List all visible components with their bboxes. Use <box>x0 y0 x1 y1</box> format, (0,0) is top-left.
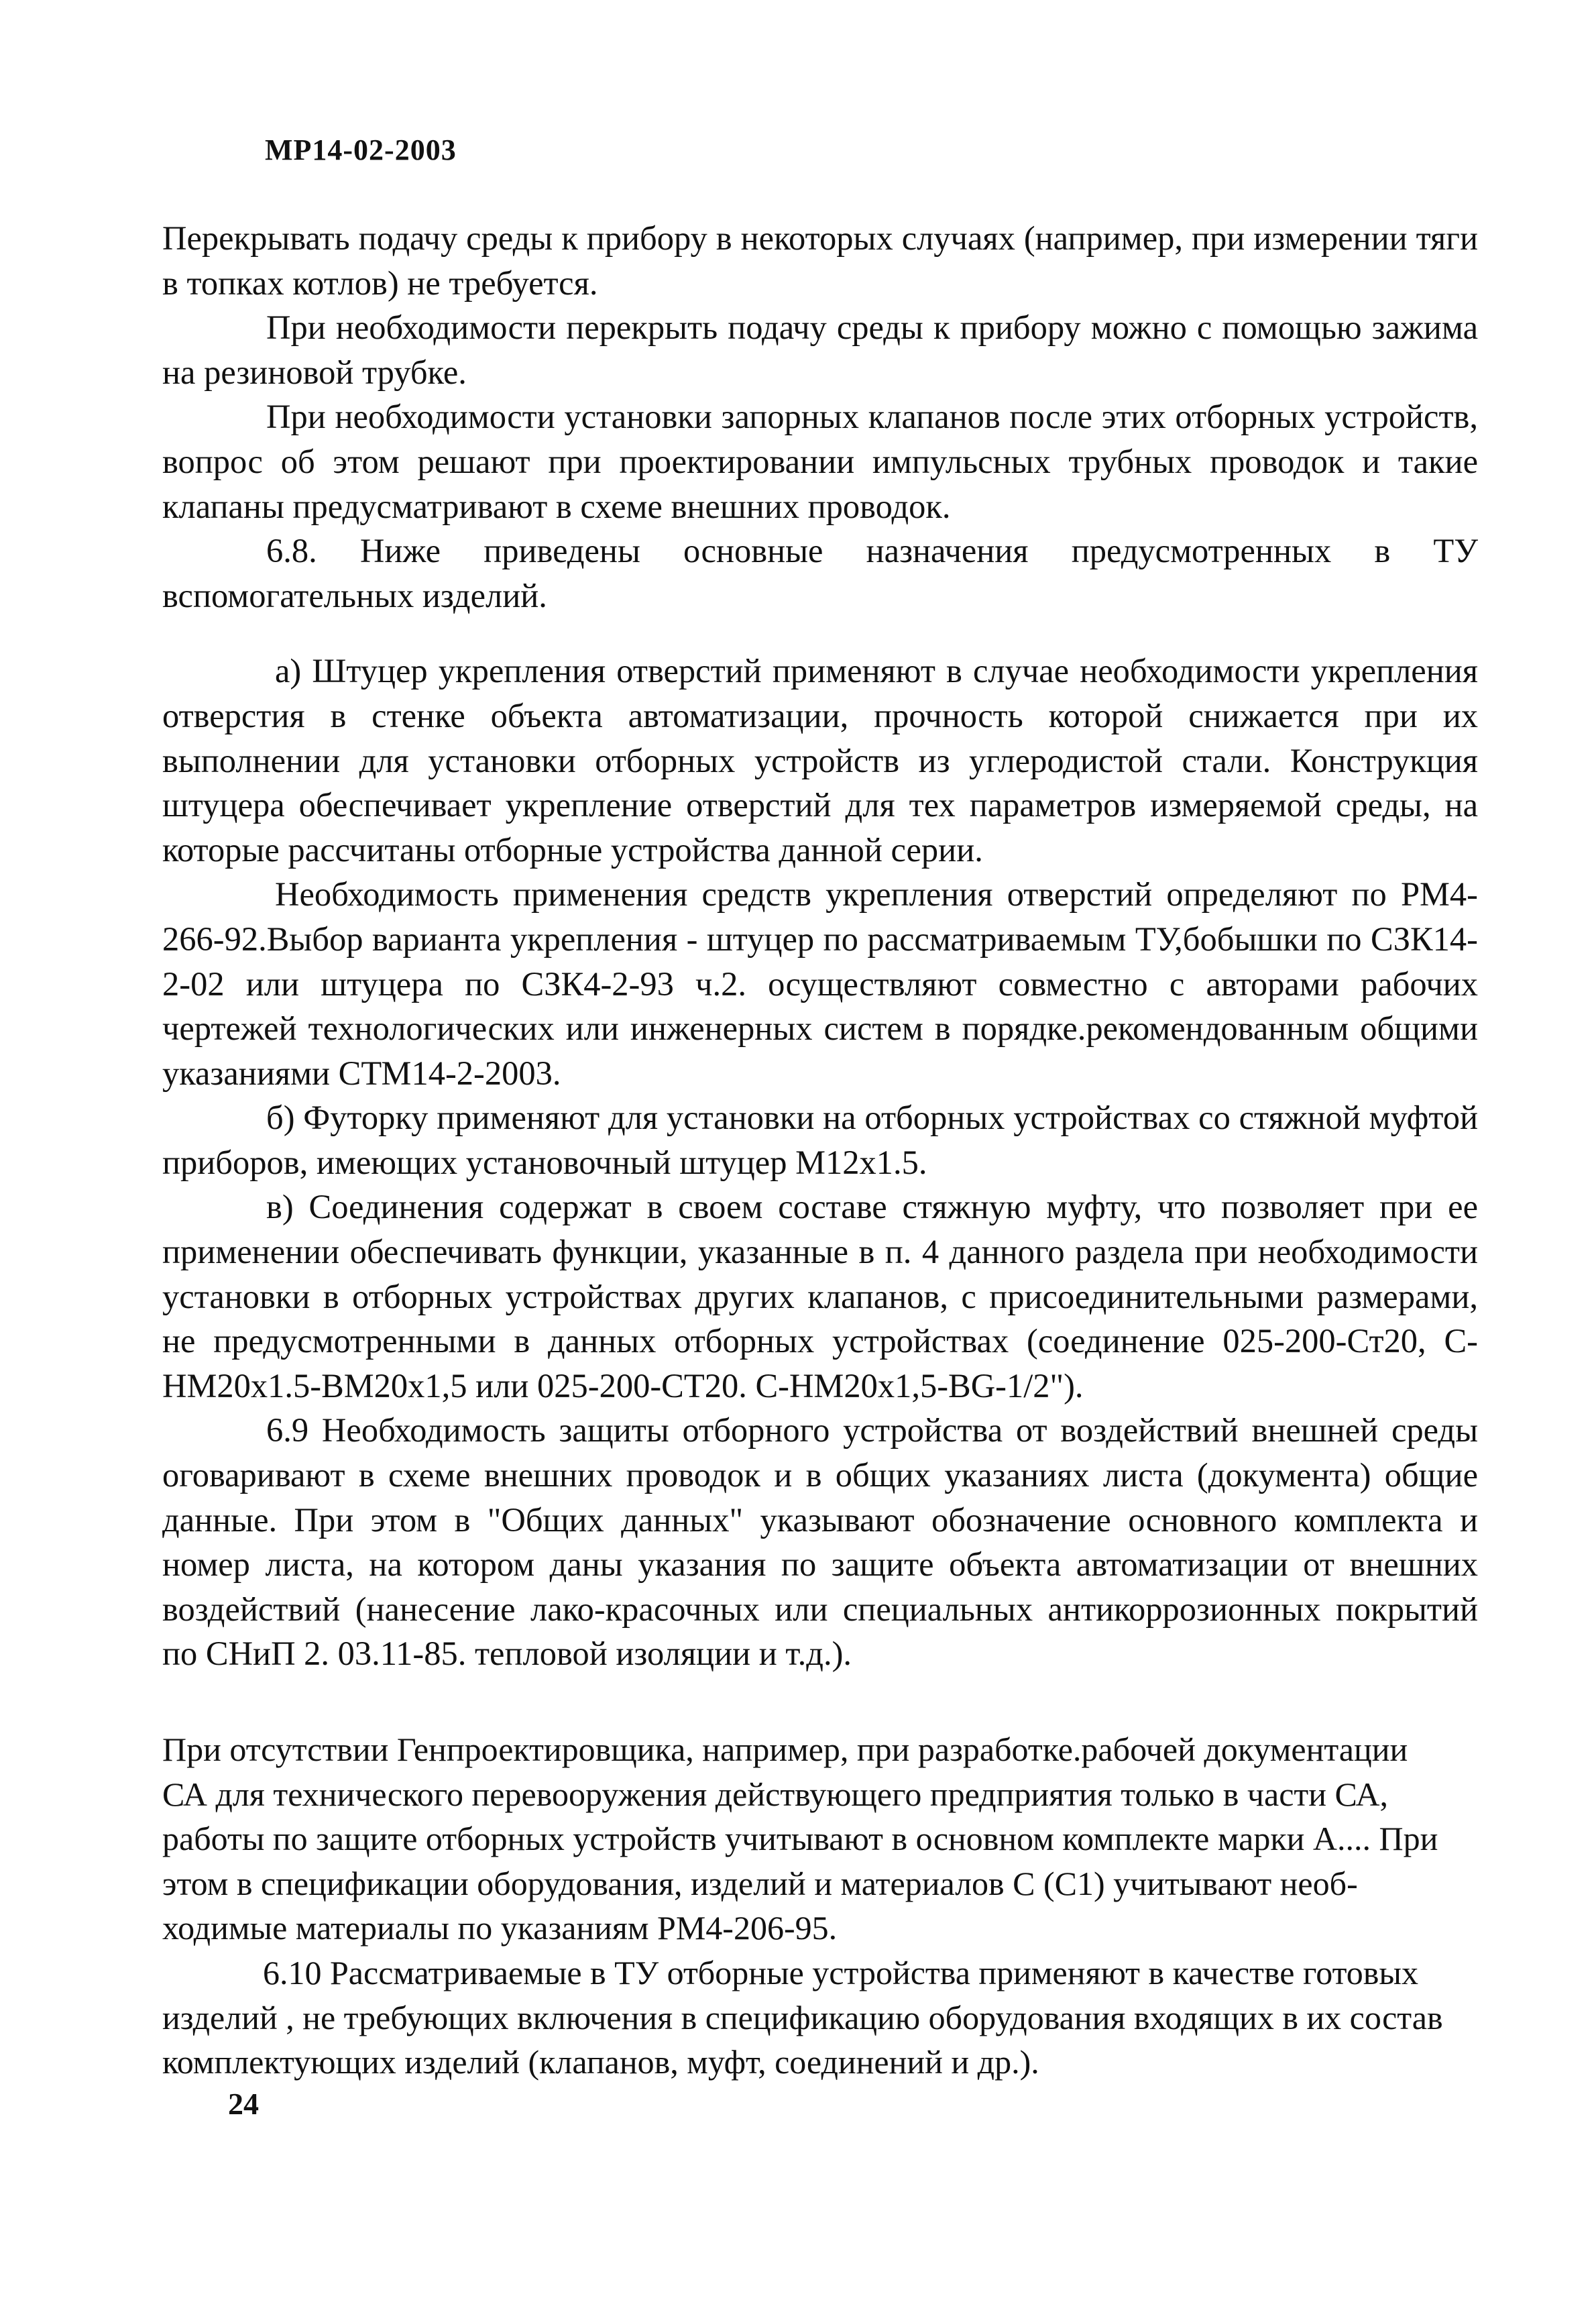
main-text <box>162 216 1478 1676</box>
secondary-text <box>162 1727 1463 2085</box>
text-line: изделий , не требующих включения в спецификацию оборудования входящих в их состав <box>162 1998 1443 2036</box>
paragraph-6-9: 6.9 Необходимость защиты отборного устройства от воздействий внешней среды оговаривают в схеме внешних проводок и в общих указаниях листа (документа) общие данные. При этом в "Общих данных" указывают обозначение основного комплекта и номер листа, на котором даны указания по защите объекта автоматизации от внешних воздействий (нанесение лако-красочных или специальных антикоррозионных покрытий по СНиП 2. 03.11-85. тепловой изоляции и т.д.). <box>162 1411 1478 1673</box>
page-number: 24 <box>228 2087 259 2121</box>
text-line: ходимые материалы по указаниям РМ4-206-95. <box>162 1909 838 1947</box>
paragraph-item-c: в) Соединения содержат в своем составе стяжную муфту, что позволяет при ее применении обеспечивать функции, указанные в п. 4 данного раздела при необходимости установки в отборных устройствах других клапанов, с присоединительными размерами, не предусмотренными в данных отборных устройствах (соединение 025-200-Ст20, С-НМ20х1.5-ВМ20х1,5 или 025-200-СТ20. С-НМ20х1,5-BG-1/2"). <box>162 1188 1478 1405</box>
text-line: комплектующих изделий (клапанов, муфт, соединений и др.). <box>162 2043 1039 2081</box>
paragraph-valves: При необходимости установки запорных клапанов после этих отборных устройств, вопрос об этом решают при проектировании импульсных трубных проводок и такие клапаны предусматривают в схеме внешних проводок. <box>162 398 1478 525</box>
paragraph-6-8: 6.8. Ниже приведены основные назначения предусмотренных в ТУ вспомогательных изделий. <box>162 532 1478 614</box>
paragraph-item-a: а) Штуцер укрепления отверстий применяют в случае необходимости укрепления отверстия в стенке объекта автоматизации, прочность которой снижается при их выполнении для установки отборных устройств из углеродистой стали. Конструкция штуцера обеспечивает укрепление отверстий для тех параметров измеряемой среды, на которые рассчитаны отборные устройства данной серии. <box>162 652 1478 869</box>
paragraph-reinforcement: Необходимость применения средств укрепления отверстий определяют по РМ4-266-92.Выбор варианта укрепления - штуцер по рассматриваемым ТУ,бобышки по СЗК14-2-02 или штуцера по СЗК4-2-93 ч.2. осуществляют совместно с авторами рабочих чертежей технологических или инженерных систем в порядке.рекомендованным общими указаниями СТМ14-2-2003. <box>162 875 1478 1092</box>
paragraph-shutoff-not-required: Перекрывать подачу среды к прибору в некоторых случаях (например, при измерении тяги в топках котлов) не требуется. <box>162 219 1478 302</box>
text-line: При отсутствии Генпроектировщика, например, при разработке.рабочей документации <box>162 1731 1408 1768</box>
text-line: работы по защите отборных устройств учитывают в основном комплекте марки А.... При <box>162 1820 1438 1858</box>
text-line: этом в спецификации оборудования, изделий и материалов С (С1) учитывают необ- <box>162 1864 1358 1902</box>
text-line: СА для технического перевооружения действующего предприятия только в части СА, <box>162 1775 1388 1813</box>
document-code: МР14-02-2003 <box>265 133 457 166</box>
paragraph-item-b: б) Футорку применяют для установки на отборных устройствах со стяжной муфтой приборов, имеющих установочный штуцер М12х1.5. <box>162 1099 1478 1181</box>
paragraph-clamp: При необходимости перекрыть подачу среды к прибору можно с помощью зажима на резиновой трубке. <box>162 309 1478 391</box>
text-line: 6.10 Рассматриваемые в ТУ отборные устройства применяют в качестве готовых <box>263 1953 1418 1991</box>
